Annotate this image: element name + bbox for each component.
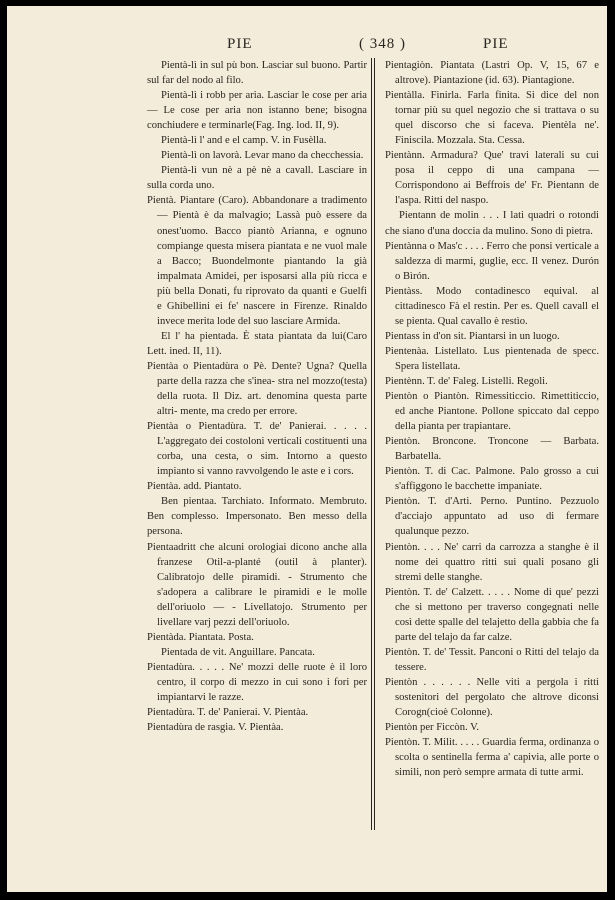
dictionary-entry: Pientòn per Ficcòn. V.: [385, 722, 480, 734]
dictionary-entry: Pientòn. T. de' Tessit. Panconi o Ritti del telajo da tessere.: [385, 646, 599, 673]
dictionary-entry: Pientaadritt che alcuni orologiai dicono anche alla franzese Otil-a-planté (outil à planter). Calibratojo delle piramidi. - Strumento che s'adopera a calibrare le piramidi e le molle dell'oriuolo — - Livellatojo. Strumento per livellare varj pezzi dell'oriuolo.: [147, 541, 367, 628]
dictionary-entry: Pientann de molin . . . I lati quadri o rotondi che siano d'una doccia da mulino. Sono di pietra.: [385, 210, 599, 237]
dictionary-entry: El l' ha pientada. È stata piantata da lui(Caro Lett. ined. II, 11).: [147, 330, 367, 357]
dictionary-entry: Pientà-lì on lavorà. Levar mano da checchessia.: [161, 150, 364, 162]
dictionary-entry: Pientòn. T. Milit. . . . . Guardia ferma, ordinanza o scolta o sentinella ferma a' capivia, alle porte o simili, non però sempre armata di tutte armi.: [385, 737, 599, 779]
dictionary-entry: Pientòn o Piantòn. Rimessiticcio. Rimettiticcio, ed anche Piantone. Pollone spiccato dal ceppo della pianta per trapiantare.: [385, 391, 599, 433]
dictionary-entry: Pientà-lì i robb per aria. Lasciar le cose per aria — Le cose per aria non istanno bene; bisogna conchiudere e terminarle(Fag. Ing. lod. II, 9).: [147, 90, 367, 132]
page-number: ( 348 ): [359, 36, 406, 52]
dictionary-entry: Pientòn . . . . . . Nelle viti a pergola i ritti sostenitori del pergolato che altrove diconsi Corogn(cioè Colonne).: [385, 676, 599, 719]
dictionary-entry: Pientàss. Modo contadinesco equival. al cittadinesco Fà el restin. Per es. Quell cavall el se pienta. Qual cavallo è restìo.: [385, 285, 599, 327]
dictionary-entry: Pientà-lì in sul pù bon. Lasciar sul buono. Partir sul far del nodo al filo.: [147, 60, 367, 87]
dictionary-entry: Pientàa. add. Piantato.: [147, 481, 242, 493]
dictionary-entry: Pientàa o Pientadùra. T. de' Panierai. . . . . L'aggregato dei costoloni verticali costituenti una corba, una cesta, o sim. Intorno a questo impianto si vanno ravvolgendo le aste e i cors.: [147, 421, 367, 478]
dictionary-entry: Pientà. Piantare (Caro). Abbandonare a tradimento — Pientà è da malvagio; Lassà può essere da onest'uomo. Bacco piantò Arianna, e ognuno compiange questa misera piantata e ne vuol male a Bacco; Buondelmonte piantando la già impalmata Amidei, per isposarsi alla più ricca e più bella Donati, fu riprovato da quanti e Guelfi e Ghibellini ei fe' nascere in Firenze. Rinaldo invece merita lode del suo lasciare Armida.: [147, 195, 367, 327]
column-rule: [371, 58, 372, 830]
dictionary-entry: Pientàlla. Finirla. Farla finita. Si dice del non tornar più su quel negozio che si trattava o su quel discorso che si faceva. Pientèla ne'. Finiscila. Mozzala. Sta. Cessa.: [385, 90, 599, 147]
dictionary-entry: Pientà-lì l' and e el camp. V. in Fusèlla.: [161, 135, 327, 147]
header-right-word: PIE: [483, 36, 509, 52]
left-column: [147, 58, 367, 735]
dictionary-entry: Pientènn. T. de' Faleg. Listelli. Regoli.: [385, 375, 548, 387]
header-left-word: PIE: [227, 36, 253, 52]
dictionary-entry: Pientadùra de rasgia. V. Pientàa.: [147, 722, 284, 734]
dictionary-entry: Pientà-lì vun nè a pè nè a cavall. Lasciare in sulla corda uno.: [147, 165, 367, 192]
right-column: [385, 58, 599, 780]
dictionary-entry: Pientànn. Armadura? Que' travi laterali su cui posa il ceppo di una campana — Corrispondono ai Beffrois de' Fr. Pientann de l'aspa. Ritti del naspo.: [385, 150, 599, 207]
dictionary-entry: Pientada de vit. Anguillare. Pancata.: [161, 646, 315, 658]
dictionary-entry: Pientass in d'on sit. Piantarsi in un luogo.: [385, 330, 560, 342]
dictionary-entry: Pientadùra. . . . . Ne' mozzi delle ruote è il loro centro, il corpo di mezzo in cui sono i fori per impiantarvi le razze.: [147, 661, 367, 703]
dictionary-entry: Pientòn. T. de' Calzett. . . . . Nome di que' pezzi che si mettono per traverso congegnati nelle così dette spalle del telajetto della gabbia che fa parte del telajo da far calze.: [385, 586, 599, 643]
dictionary-entry: Pientànna o Mas'c . . . . Ferro che ponsi verticale a saldezza di marmi, guglie, ecc. Il venez. Durón o Bìrón.: [385, 240, 599, 282]
dictionary-entry: Pientòn. . . . Ne' carri da carrozza a stanghe è il nome dei quattro ritti sui quali posano gli stremi delle stanghe.: [385, 541, 599, 583]
dictionary-entry: Pientòn. T. di Cac. Palmone. Palo grosso a cui s'affiggono le bacchette impaniate.: [385, 466, 599, 493]
running-header: [7, 36, 607, 56]
dictionary-entry: Ben pientaa. Tarchiato. Informato. Membruto. Ben complesso. Impersonato. Ben messo della persona.: [147, 496, 367, 538]
dictionary-entry: Pientàa o Pientadùra o Pè. Dente? Ugna? Quella parte della razza che s'inea- stra nel mozzo(testa) della ruota. Il Diz. art. denomina questa parte altri- mente, ma credo per errore.: [147, 360, 367, 418]
dictionary-entry: Pientòn. T. d'Arti. Perno. Puntino. Pezzuolo d'acciajo appuntato ad uso di fermare qualunque pezzo.: [385, 496, 599, 538]
dictionary-entry: Pientadùra. T. de' Panierai. V. Pientàa.: [147, 707, 309, 719]
book-page: [7, 6, 607, 892]
dictionary-entry: Pientagiòn. Piantata (Lastri Op. V, 15, 67 e altrove). Piantazione (id. 63). Piantagione.: [385, 60, 599, 87]
dictionary-entry: Pientenàa. Listellato. Lus pientenada de specc. Spera listellata.: [385, 345, 599, 372]
column-rule: [374, 58, 375, 830]
dictionary-entry: Pientòn. Broncone. Troncone — Barbata. Barbatella.: [385, 436, 599, 463]
dictionary-entry: Pientàda. Piantata. Posta.: [147, 631, 254, 643]
